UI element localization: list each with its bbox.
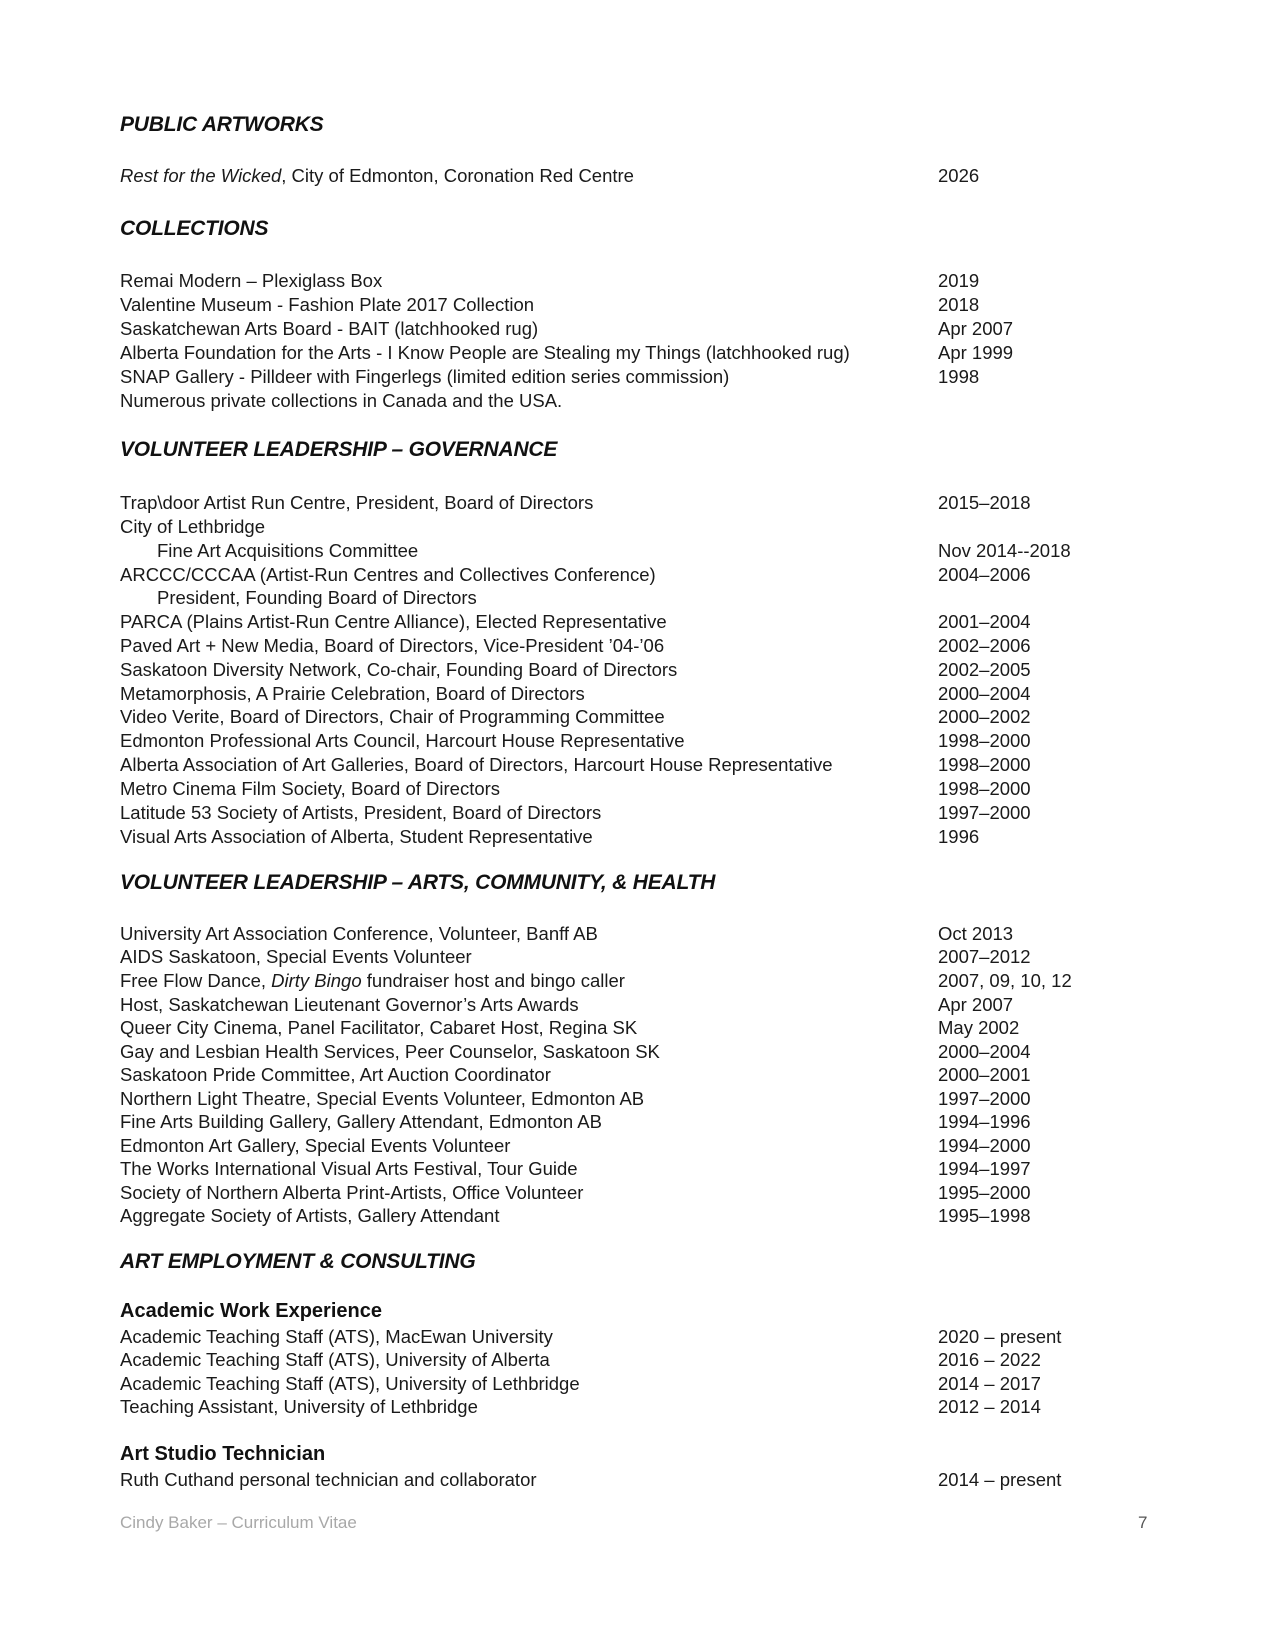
list-item — [120, 1372, 1120, 1396]
list-item — [120, 1181, 1120, 1205]
item-label: Academic Teaching Staff (ATS), MacEwan University — [120, 1326, 553, 1347]
list-item — [120, 389, 1120, 413]
list-item — [120, 317, 1120, 341]
item-label: Valentine Museum - Fashion Plate 2017 Collection — [120, 294, 535, 315]
item-year: 2000–2004 — [938, 1041, 1031, 1062]
section-title-governance: VOLUNTEER LEADERSHIP – GOVERNANCE — [120, 438, 558, 461]
list-item — [120, 491, 1120, 515]
item-label: Northern Light Theatre, Special Events Volunteer, Edmonton AB — [120, 1088, 645, 1109]
list-item — [120, 563, 1120, 587]
item-label: Alberta Association of Art Galleries, Board of Directors, Harcourt House Representative — [120, 754, 833, 775]
item-label: Queer City Cinema, Panel Facilitator, Cabaret Host, Regina SK — [120, 1017, 638, 1038]
list-item — [120, 1395, 1120, 1419]
list-item — [120, 515, 1120, 539]
list-item — [120, 777, 1120, 801]
item-label: SNAP Gallery - Pilldeer with Fingerlegs (limited edition series commission) — [120, 366, 730, 387]
item-label: Academic Teaching Staff (ATS), University of Alberta — [120, 1349, 550, 1370]
item-label: Edmonton Art Gallery, Special Events Volunteer — [120, 1135, 511, 1156]
list-item — [120, 1063, 1120, 1087]
item-year: 2007, 09, 10, 12 — [938, 970, 1072, 991]
item-year: 1997–2000 — [938, 802, 1031, 823]
page-number: 7 — [1138, 1513, 1148, 1532]
item-label: Video Verite, Board of Directors, Chair of Programming Committee — [120, 706, 665, 727]
section-title-collections: COLLECTIONS — [120, 217, 269, 240]
item-year: 1995–2000 — [938, 1182, 1031, 1203]
list-item — [120, 365, 1120, 389]
item-label: ARCCC/CCCAA (Artist-Run Centres and Collectives Conference) — [120, 564, 656, 585]
item-label: Saskatchewan Arts Board - BAIT (latchhooked rug) — [120, 318, 539, 339]
list-item — [120, 922, 1120, 946]
item-year: 2018 — [938, 294, 980, 315]
item-year: 2001–2004 — [938, 611, 1031, 632]
item-year: 2007–2012 — [938, 946, 1031, 967]
item-year: 2000–2004 — [938, 683, 1031, 704]
item-label: Metro Cinema Film Society, Board of Directors — [120, 778, 501, 799]
item-year: Oct 2013 — [938, 923, 1014, 944]
list-item — [120, 1040, 1120, 1064]
item-year: 1998–2000 — [938, 730, 1031, 751]
item-year: May 2002 — [938, 1017, 1020, 1038]
item-label: PARCA (Plains Artist-Run Centre Alliance), Elected Representative — [120, 611, 667, 632]
item-label: President, Founding Board of Directors — [157, 587, 477, 608]
item-label: Free Flow Dance, Dirty Bingo fundraiser host and bingo caller — [120, 970, 625, 991]
item-year: 2000–2001 — [938, 1064, 1031, 1085]
item-label: Gay and Lesbian Health Services, Peer Counselor, Saskatoon SK — [120, 1041, 660, 1062]
list-item — [120, 1204, 1120, 1228]
list-item — [120, 801, 1120, 825]
list-item — [120, 1134, 1120, 1158]
section-title-public-artworks: PUBLIC ARTWORKS — [120, 113, 324, 136]
item-label: Saskatoon Pride Committee, Art Auction Coordinator — [120, 1064, 551, 1085]
item-label: Edmonton Professional Arts Council, Harcourt House Representative — [120, 730, 685, 751]
list-item — [120, 293, 1120, 317]
item-label: Academic Teaching Staff (ATS), University of Lethbridge — [120, 1373, 580, 1394]
item-label: Fine Art Acquisitions Committee — [157, 540, 419, 561]
list-item — [120, 1016, 1120, 1040]
item-year: 1998–2000 — [938, 754, 1031, 775]
list-item — [120, 682, 1120, 706]
list-item — [120, 945, 1120, 969]
item-year: 1994–1997 — [938, 1158, 1031, 1179]
item-year: 2004–2006 — [938, 564, 1031, 585]
item-year: 1998 — [938, 366, 980, 387]
list-item — [120, 969, 1120, 993]
list-item — [120, 634, 1120, 658]
list-item — [120, 269, 1120, 293]
section-title-employment: ART EMPLOYMENT & CONSULTING — [120, 1250, 476, 1273]
item-year: 1997–2000 — [938, 1088, 1031, 1109]
item-label: City of Lethbridge — [120, 516, 266, 537]
item-label: Host, Saskatchewan Lieutenant Governor’s Arts Awards — [120, 994, 579, 1015]
list-item — [120, 341, 1120, 365]
subsection-title-academic: Academic Work Experience — [120, 1300, 382, 1322]
list-item — [120, 1468, 1120, 1492]
list-item — [120, 1348, 1120, 1372]
list-item — [120, 1087, 1120, 1111]
item-year: 2002–2006 — [938, 635, 1031, 656]
list-item — [120, 658, 1120, 682]
item-year: 1998–2000 — [938, 778, 1031, 799]
item-year: 1995–1998 — [938, 1205, 1031, 1226]
item-year: 1994–2000 — [938, 1135, 1031, 1156]
item-label: Numerous private collections in Canada and the USA. — [120, 390, 563, 411]
item-label: Latitude 53 Society of Artists, President, Board of Directors — [120, 802, 602, 823]
item-year: Apr 2007 — [938, 318, 1014, 339]
list-item — [120, 993, 1120, 1017]
item-year: 2016 – 2022 — [938, 1349, 1041, 1370]
item-label: Aggregate Society of Artists, Gallery Attendant — [120, 1205, 500, 1226]
item-year: 1994–1996 — [938, 1111, 1031, 1132]
item-label: Metamorphosis, A Prairie Celebration, Board of Directors — [120, 683, 585, 704]
list-item — [120, 705, 1120, 729]
item-label: Remai Modern – Plexiglass Box — [120, 270, 383, 291]
item-label: Alberta Foundation for the Arts - I Know People are Stealing my Things (latchhooked rug) — [120, 342, 850, 363]
item-label: Rest for the Wicked, City of Edmonton, Coronation Red Centre — [120, 165, 634, 186]
item-label: AIDS Saskatoon, Special Events Volunteer — [120, 946, 472, 967]
item-year: 2020 – present — [938, 1326, 1062, 1347]
list-item — [120, 729, 1120, 753]
item-year: 2026 — [938, 165, 980, 186]
item-label: Saskatoon Diversity Network, Co-chair, Founding Board of Directors — [120, 659, 678, 680]
list-item — [120, 586, 1120, 610]
item-year: 2014 – present — [938, 1469, 1062, 1490]
list-item — [120, 1157, 1120, 1181]
list-item — [120, 1325, 1120, 1349]
item-year: 1996 — [938, 826, 980, 847]
item-label: Teaching Assistant, University of Lethbridge — [120, 1396, 478, 1417]
item-label: Trap\door Artist Run Centre, President, Board of Directors — [120, 492, 594, 513]
item-label: Visual Arts Association of Alberta, Student Representative — [120, 826, 593, 847]
item-label: Society of Northern Alberta Print-Artists, Office Volunteer — [120, 1182, 584, 1203]
item-label: University Art Association Conference, Volunteer, Banff AB — [120, 923, 598, 944]
item-year: Apr 1999 — [938, 342, 1014, 363]
list-item — [120, 1110, 1120, 1134]
item-year: Apr 2007 — [938, 994, 1014, 1015]
item-label: Fine Arts Building Gallery, Gallery Attendant, Edmonton AB — [120, 1111, 602, 1132]
item-year: Nov 2014--2018 — [938, 540, 1071, 561]
item-year: 2019 — [938, 270, 980, 291]
list-item — [120, 539, 1120, 563]
subsection-title-technician: Art Studio Technician — [120, 1443, 326, 1465]
item-year: 2002–2005 — [938, 659, 1031, 680]
item-year: 2000–2002 — [938, 706, 1031, 727]
list-item — [120, 164, 1120, 188]
item-label: The Works International Visual Arts Festival, Tour Guide — [120, 1158, 578, 1179]
footer-title: Cindy Baker – Curriculum Vitae — [120, 1513, 357, 1532]
list-item — [120, 610, 1120, 634]
list-item — [120, 825, 1120, 849]
item-year: 2015–2018 — [938, 492, 1031, 513]
item-year: 2014 – 2017 — [938, 1373, 1041, 1394]
section-title-arts-community-health: VOLUNTEER LEADERSHIP – ARTS, COMMUNITY, & HEALTH — [120, 871, 716, 894]
item-year: 2012 – 2014 — [938, 1396, 1041, 1417]
item-label: Paved Art + New Media, Board of Directors, Vice-President ’04-’06 — [120, 635, 665, 656]
list-item — [120, 753, 1120, 777]
item-label: Ruth Cuthand personal technician and collaborator — [120, 1469, 537, 1490]
